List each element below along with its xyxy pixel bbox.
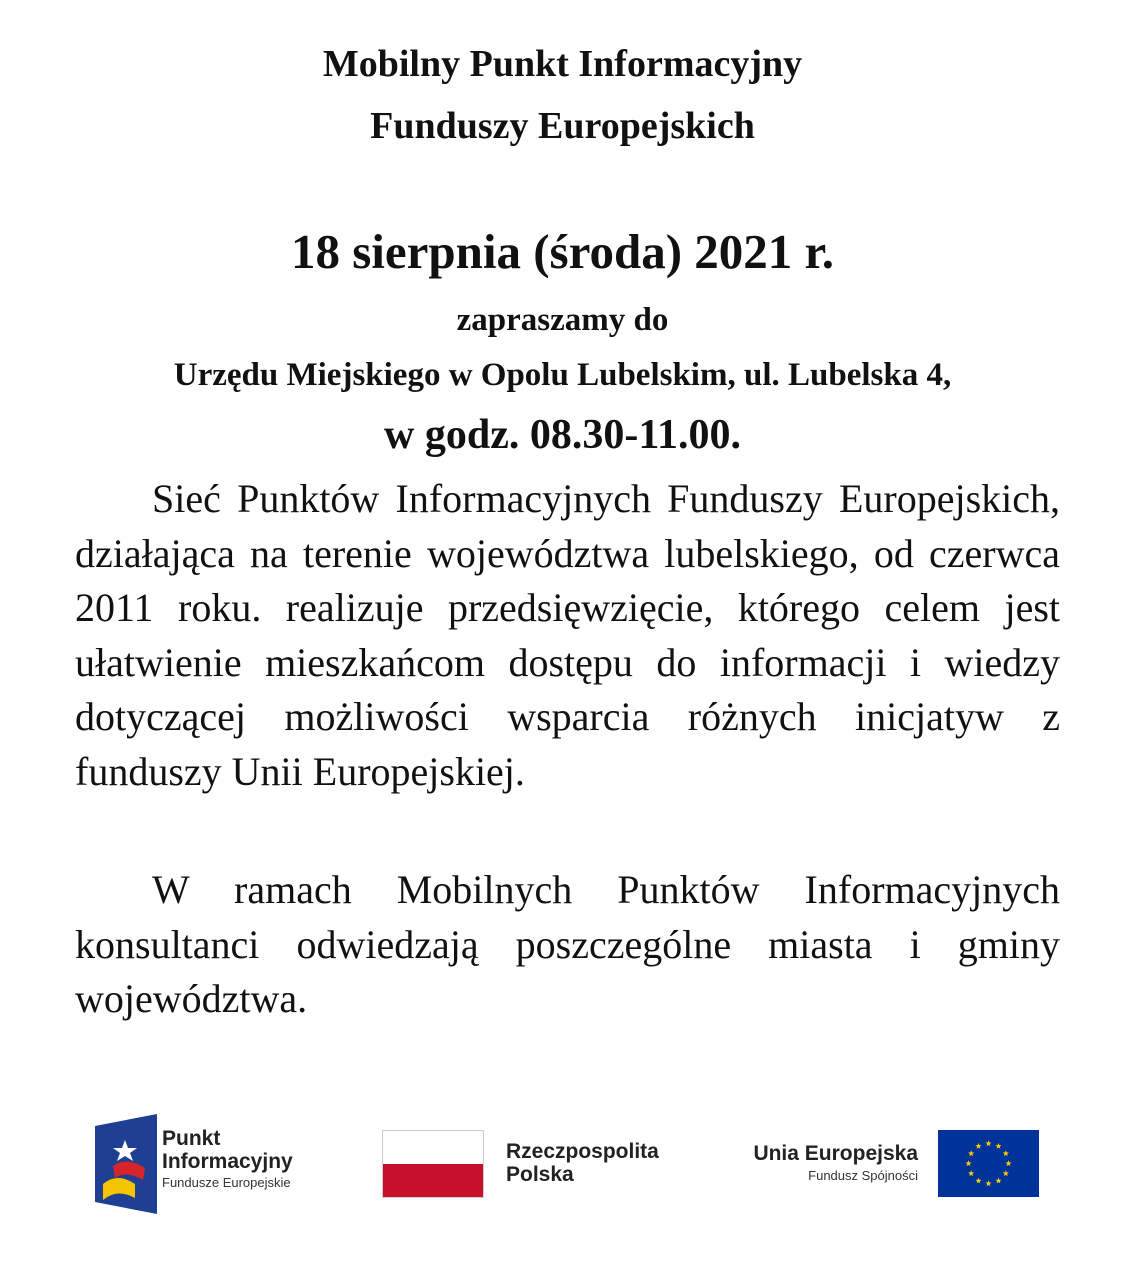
title-line-1: Mobilny Punkt Informacyjny: [322, 43, 803, 85]
pif-star-icon: [95, 1114, 157, 1214]
poland-text: [506, 1140, 659, 1186]
title-line-2: Funduszy Europejskich: [370, 105, 755, 147]
event-address: Urzędu Miejskiego w Opolu Lubelskim, ul. Lubelska 4,: [173, 357, 952, 393]
eu-line-1: Unia Europejska: [753, 1142, 918, 1165]
invite-text: zapraszamy do: [456, 302, 669, 338]
body-paragraph-2: W ramach Mobilnych Punktów Informacyjnych konsultanci odwiedzają poszczególne miasta i gminy województwa.: [75, 867, 1060, 1021]
logo-bar: [0, 1100, 1125, 1230]
poland-line-1: Rzeczpospolita: [506, 1140, 659, 1163]
poland-flag-icon: [382, 1130, 484, 1198]
pif-line-2: Informacyjny: [162, 1150, 293, 1173]
event-hours: w godz. 08.30-11.00.: [384, 412, 741, 458]
eu-line-2: Fundusz Spójności: [808, 1168, 918, 1183]
pif-line-1: Punkt: [162, 1127, 221, 1150]
pif-line-3: Fundusze Europejskie: [162, 1175, 291, 1190]
eu-flag-icon: [938, 1130, 1039, 1197]
event-date: 18 sierpnia (środa) 2021 r.: [290, 224, 835, 279]
body-paragraph-1: Sieć Punktów Informacyjnych Funduszy Europejskich, działająca na terenie województwa lubelskiego, od czerwca 2011 roku. realizuje przedsięwzięcie, którego celem jest ułatwienie mieszkańcom dostępu do informacji i wiedzy dotyczącej możliwości wsparcia różnych inicjatyw z funduszy Unii Europejskiej.: [75, 476, 1060, 794]
pif-text: [162, 1127, 293, 1193]
eu-text: [738, 1142, 918, 1186]
poland-line-2: Polska: [506, 1163, 574, 1186]
